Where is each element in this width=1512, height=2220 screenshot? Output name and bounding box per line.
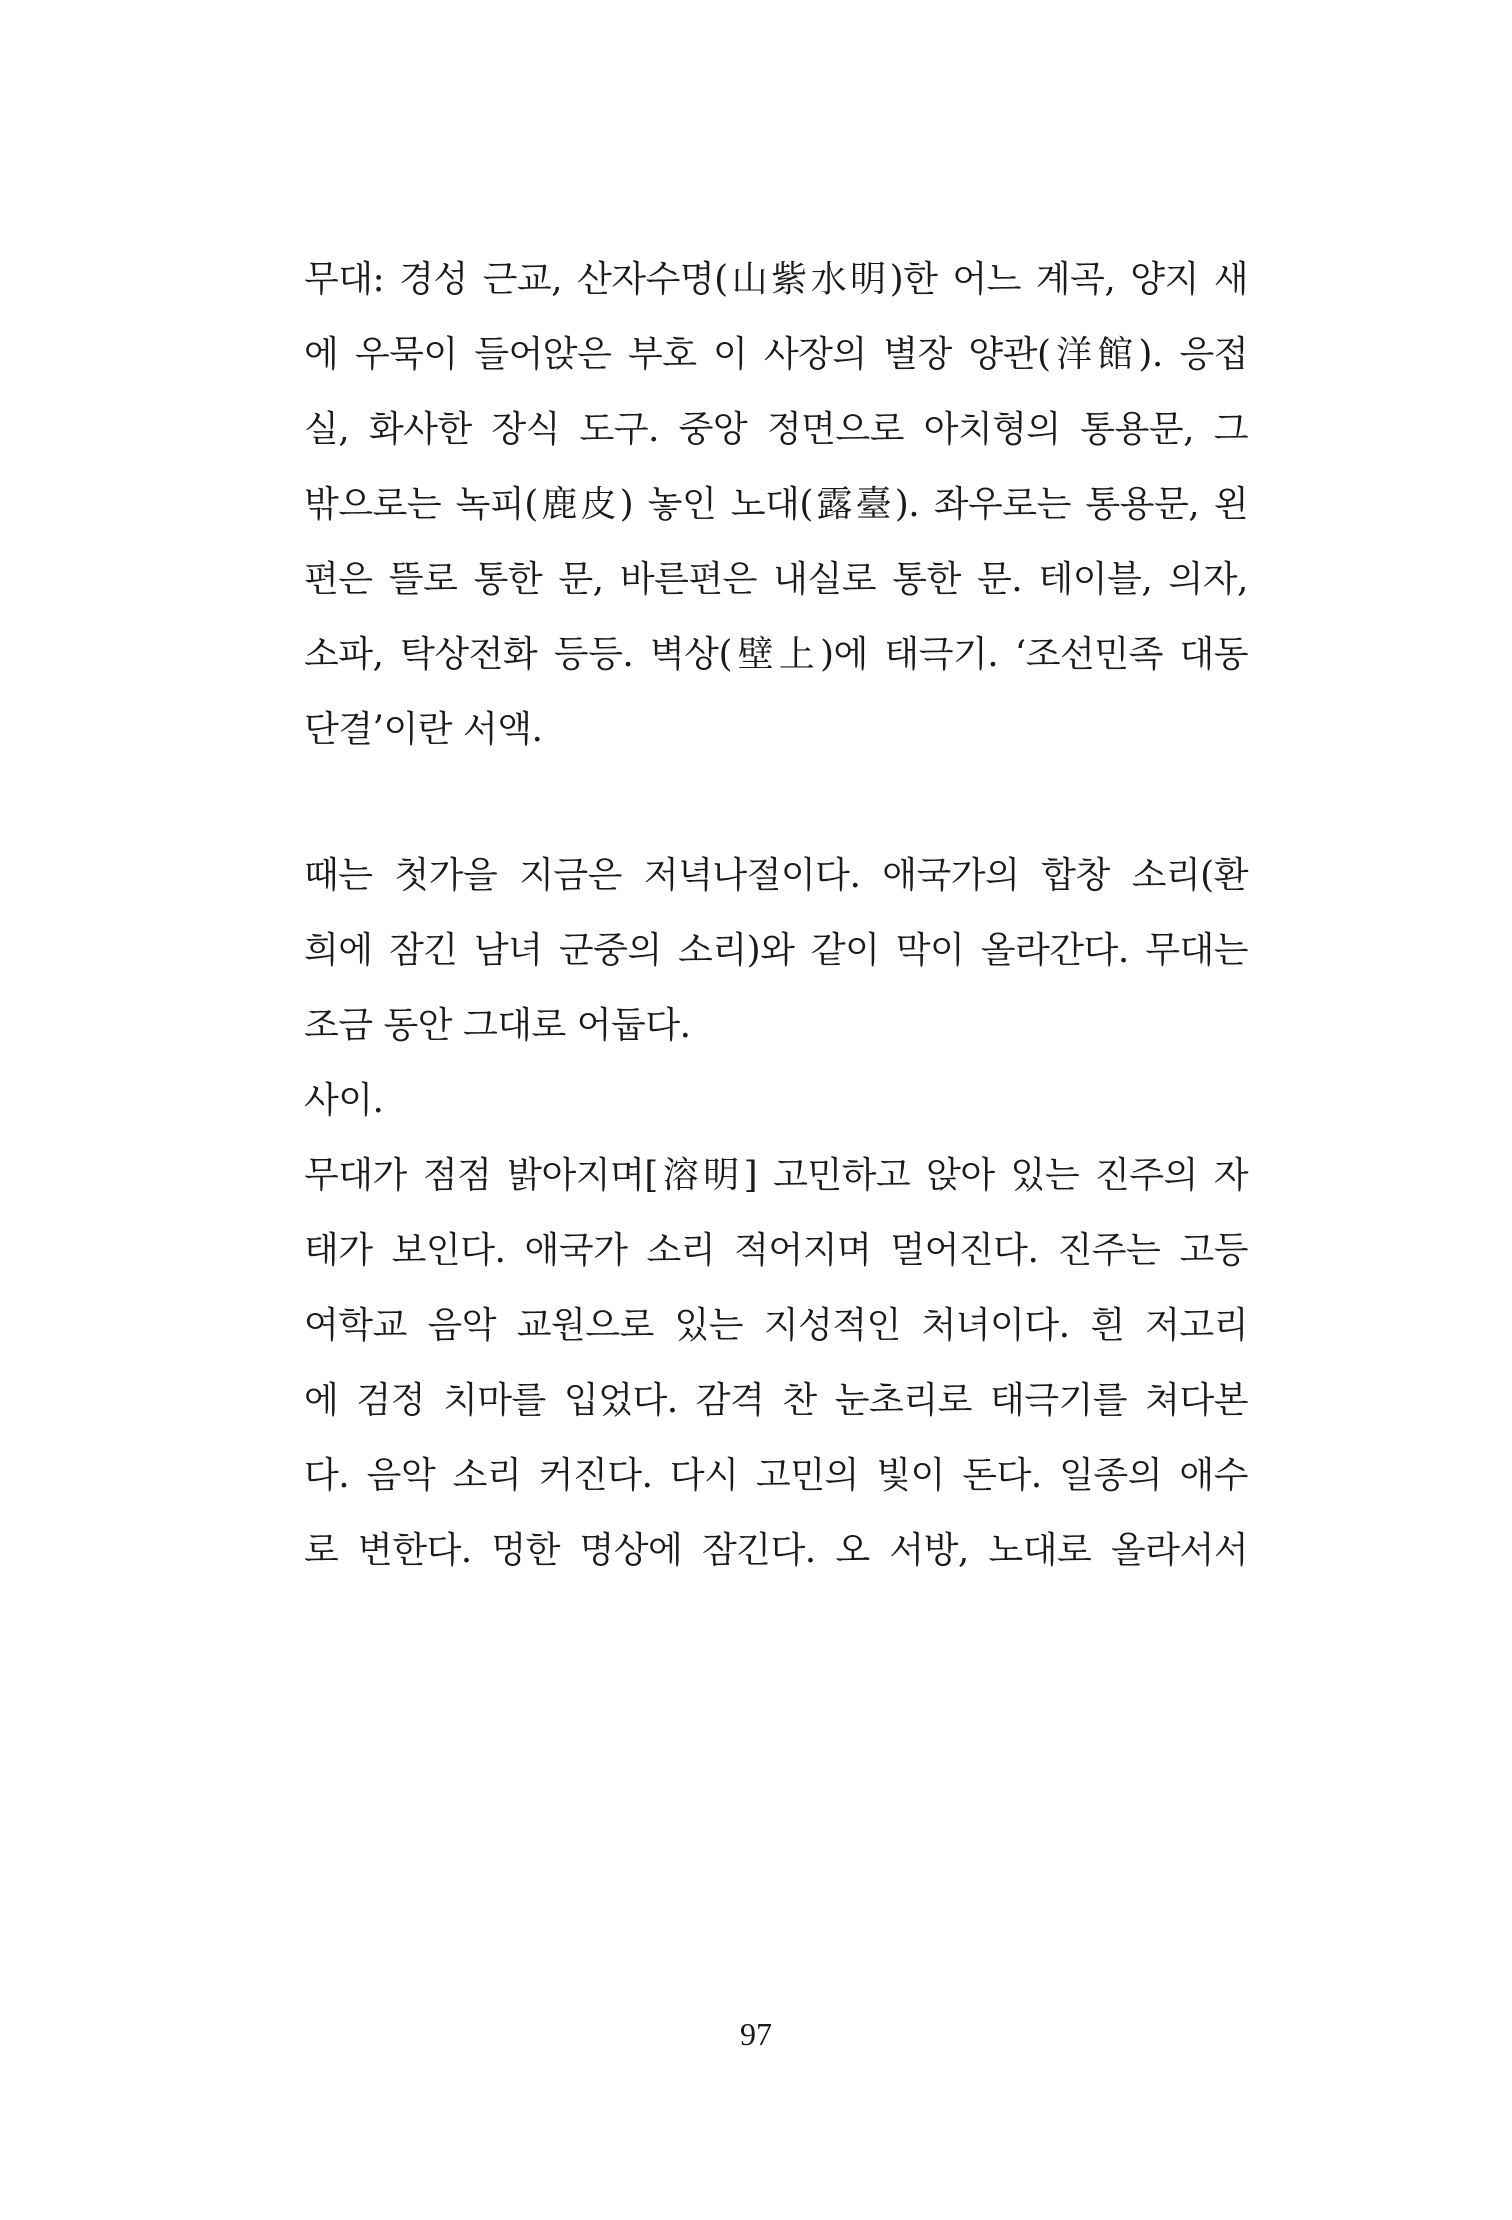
- text-line: 다. 음악 소리 커진다. 다시 고민의 빛이 돈다. 일종의 애수: [304, 1455, 1248, 1496]
- text-line: 조금 동안 그대로 어둡다.: [304, 1005, 691, 1046]
- text-line: 무대가 점점 밝아지며[溶明] 고민하고 앉아 있는 진주의 자: [304, 1155, 1248, 1196]
- text-line: 편은 뜰로 통한 문, 바른편은 내실로 통한 문. 테이블, 의자,: [304, 559, 1248, 600]
- text-line: 에 검정 치마를 입었다. 감격 찬 눈초리로 태극기를 쳐다본: [304, 1380, 1248, 1421]
- text-line: 여학교 음악 교원으로 있는 지성적인 처녀이다. 흰 저고리: [304, 1305, 1248, 1346]
- text-line: 밖으로는 녹피(鹿皮) 놓인 노대(露臺). 좌우로는 통용문, 왼: [304, 484, 1248, 525]
- text-line: 에 우묵이 들어앉은 부호 이 사장의 별장 양관(洋館). 응접: [304, 334, 1248, 375]
- text-line: 사이.: [304, 1080, 384, 1121]
- text-line: 단결’이란 서액.: [304, 709, 543, 750]
- text-line: 소파, 탁상전화 등등. 벽상(壁上)에 태극기. ‘조선민족 대동: [304, 634, 1248, 675]
- text-line: 희에 잠긴 남녀 군중의 소리)와 같이 막이 올라간다. 무대는: [304, 930, 1248, 971]
- page-number: 97: [740, 2016, 772, 2052]
- text-line: 무대: 경성 근교, 산자수명(山紫水明)한 어느 계곡, 양지 새: [304, 259, 1248, 300]
- text-line: 때는 첫가을 지금은 저녁나절이다. 애국가의 합창 소리(환: [304, 855, 1248, 896]
- text-line: 로 변한다. 멍한 명상에 잠긴다. 오 서방, 노대로 올라서서: [304, 1530, 1248, 1571]
- text-line: 실, 화사한 장식 도구. 중앙 정면으로 아치형의 통용문, 그: [304, 409, 1248, 450]
- text-line: 태가 보인다. 애국가 소리 적어지며 멀어진다. 진주는 고등: [304, 1230, 1248, 1271]
